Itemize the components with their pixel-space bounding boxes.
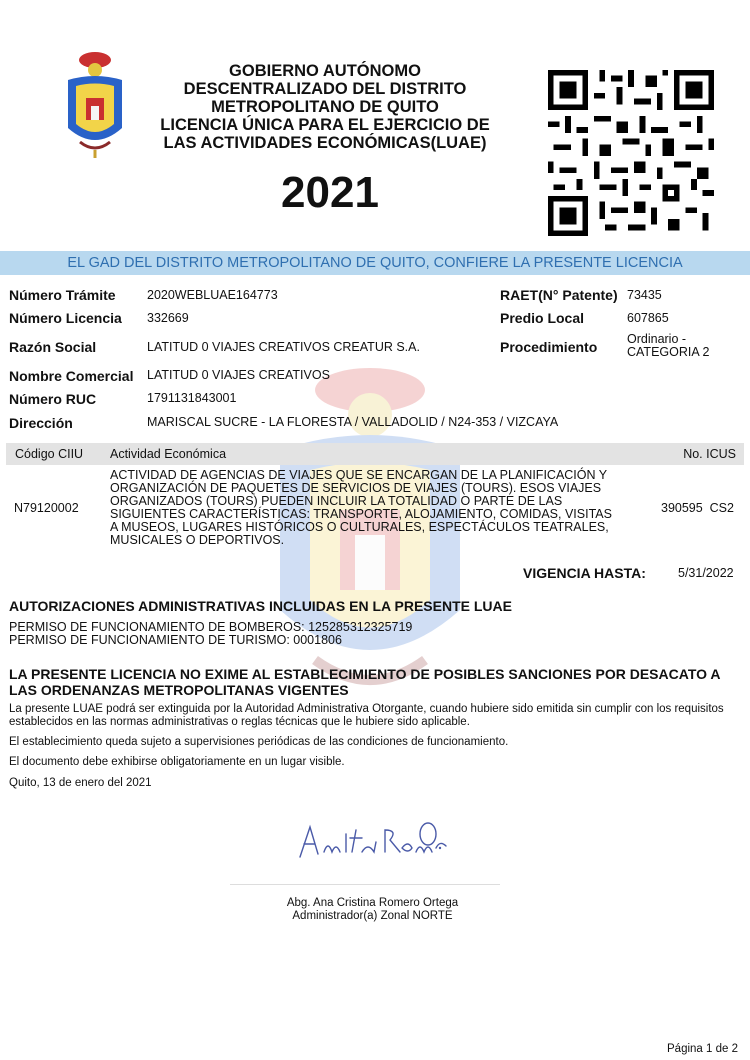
signatory-role: Administrador(a) Zonal NORTE	[292, 910, 453, 922]
procedimiento-value-line: Ordinario -	[627, 332, 687, 346]
vigencia-value: 5/31/2022	[678, 566, 734, 580]
qr-code-icon	[548, 70, 714, 236]
page-number: Página 1 de 2	[667, 1043, 738, 1055]
raet-label: RAET(N° Patente)	[500, 287, 618, 303]
title-line: LAS ACTIVIDADES ECONÓMICAS(LUAE)	[163, 134, 487, 152]
direccion-label: Dirección	[9, 415, 73, 431]
signature-line	[230, 884, 500, 885]
aviso-heading	[9, 666, 720, 698]
col-ciiu-header: Código CIIU	[15, 447, 84, 461]
nombre-comercial-label: Nombre Comercial	[9, 368, 134, 384]
procedimiento-label: Procedimiento	[500, 339, 598, 355]
permiso-item: PERMISO DE FUNCIONAMIENTO DE BOMBEROS: 125285312325719	[9, 620, 413, 634]
aviso-heading-line: LAS ORDENANZAS METROPOLITANAS VIGENTES	[9, 682, 349, 698]
aviso-paragraph-3: El documento debe exhibirse obligatoriamente en un lugar visible.	[9, 756, 345, 768]
ruc-value: 1791131843001	[147, 391, 237, 405]
title-line: GOBIERNO AUTÓNOMO	[229, 62, 421, 80]
ciiu-code: N79120002	[14, 501, 79, 515]
autorizaciones-heading: AUTORIZACIONES ADMINISTRATIVAS INCLUIDAS EN LA PRESENTE LUAE	[9, 598, 512, 614]
predio-label: Predio Local	[500, 310, 585, 326]
icus-value: 390595 CS2	[661, 501, 734, 515]
procedimiento-value-line: CATEGORIA 2	[627, 345, 710, 359]
razon-social-label: Razón Social	[9, 339, 97, 355]
tramite-value: 2020WEBLUAE164773	[147, 288, 278, 302]
tramite-label: Número Trámite	[9, 287, 116, 303]
signatory	[230, 897, 515, 923]
licencia-label: Número Licencia	[9, 310, 122, 326]
quito-coat-of-arms-logo	[60, 50, 130, 160]
issue-date: Quito, 13 de enero del 2021	[9, 777, 152, 789]
ruc-label: Número RUC	[9, 391, 97, 407]
autorizaciones-list	[9, 621, 412, 647]
procedimiento-value	[627, 333, 709, 359]
predio-value: 607865	[627, 311, 669, 325]
aviso-text-line: La presente LUAE podrá ser extinguida por la Autoridad Administrativa Otorgante, cuando hubiere sido emitida sin cumplir con los requisitos	[9, 703, 724, 715]
actividad-line: MUSICALES O DEPORTIVOS.	[110, 533, 285, 547]
vigencia-label: VIGENCIA HASTA:	[523, 565, 646, 581]
col-icus-header: No. ICUS	[683, 447, 736, 461]
license-year: 2021	[281, 168, 379, 217]
signatory-name: Abg. Ana Cristina Romero Ortega	[286, 897, 459, 909]
title-line: METROPOLITANO DE QUITO	[211, 98, 439, 116]
actividad-line: ORGANIZACIÓN DE PAQUETES DE SERVICIOS DE VIAJES (TOURS). ESOS VIAJES	[110, 481, 602, 495]
permiso-item: PERMISO DE FUNCIONAMIENTO DE TURISMO: 0001806	[9, 633, 342, 647]
activity-table-header	[6, 443, 744, 465]
aviso-paragraph-2: El establecimiento queda sujeto a supervisiones periódicas de las condiciones de funcionamiento.	[9, 736, 509, 748]
col-actividad-header: Actividad Económica	[110, 447, 227, 461]
licencia-value: 332669	[147, 311, 189, 325]
direccion-value: MARISCAL SUCRE - LA FLORESTA / VALLADOLID / N24-353 / VIZCAYA	[147, 415, 559, 429]
title-line: LICENCIA ÚNICA PARA EL EJERCICIO DE	[160, 116, 490, 134]
nombre-comercial-value: LATITUD 0 VIAJES CREATIVOS	[147, 368, 330, 382]
raet-value: 73435	[627, 288, 662, 302]
document-title	[150, 62, 500, 152]
actividad-line: ORGANIZADOS (TOURS) PUEDEN INCLUIR LA TOTALIDAD O PARTE DE LAS	[110, 494, 563, 508]
handwritten-signature	[290, 812, 460, 872]
title-line: DESCENTRALIZADO DEL DISTRITO	[183, 80, 467, 98]
actividad-line: A MUSEOS, LUGARES HISTÓRICOS O CULTURALES, ESPECTÁCULOS TEATRALES,	[110, 520, 609, 534]
actividad-line: SIGUIENTES CARACTERÍSTICAS: TRANSPORTE, ALOJAMIENTO, COMIDAS, VISITAS	[110, 507, 612, 521]
aviso-text-line: establecidos en las normas administrativas o reglas técnicas que le hubiere sido aplicable.	[9, 716, 470, 728]
aviso-heading-line: LA PRESENTE LICENCIA NO EXIME AL ESTABLECIMIENTO DE POSIBLES SANCIONES POR DESACATO A	[9, 666, 721, 682]
confers-license-banner: EL GAD DEL DISTRITO METROPOLITANO DE QUITO, CONFIERE LA PRESENTE LICENCIA	[0, 251, 750, 275]
actividad-description	[110, 469, 630, 547]
actividad-line: ACTIVIDAD DE AGENCIAS DE VIAJES QUE SE ENCARGAN DE LA PLANIFICACIÓN Y	[110, 468, 608, 482]
aviso-paragraph-1	[9, 703, 724, 729]
razon-social-value: LATITUD 0 VIAJES CREATIVOS CREATUR S.A.	[147, 340, 420, 354]
